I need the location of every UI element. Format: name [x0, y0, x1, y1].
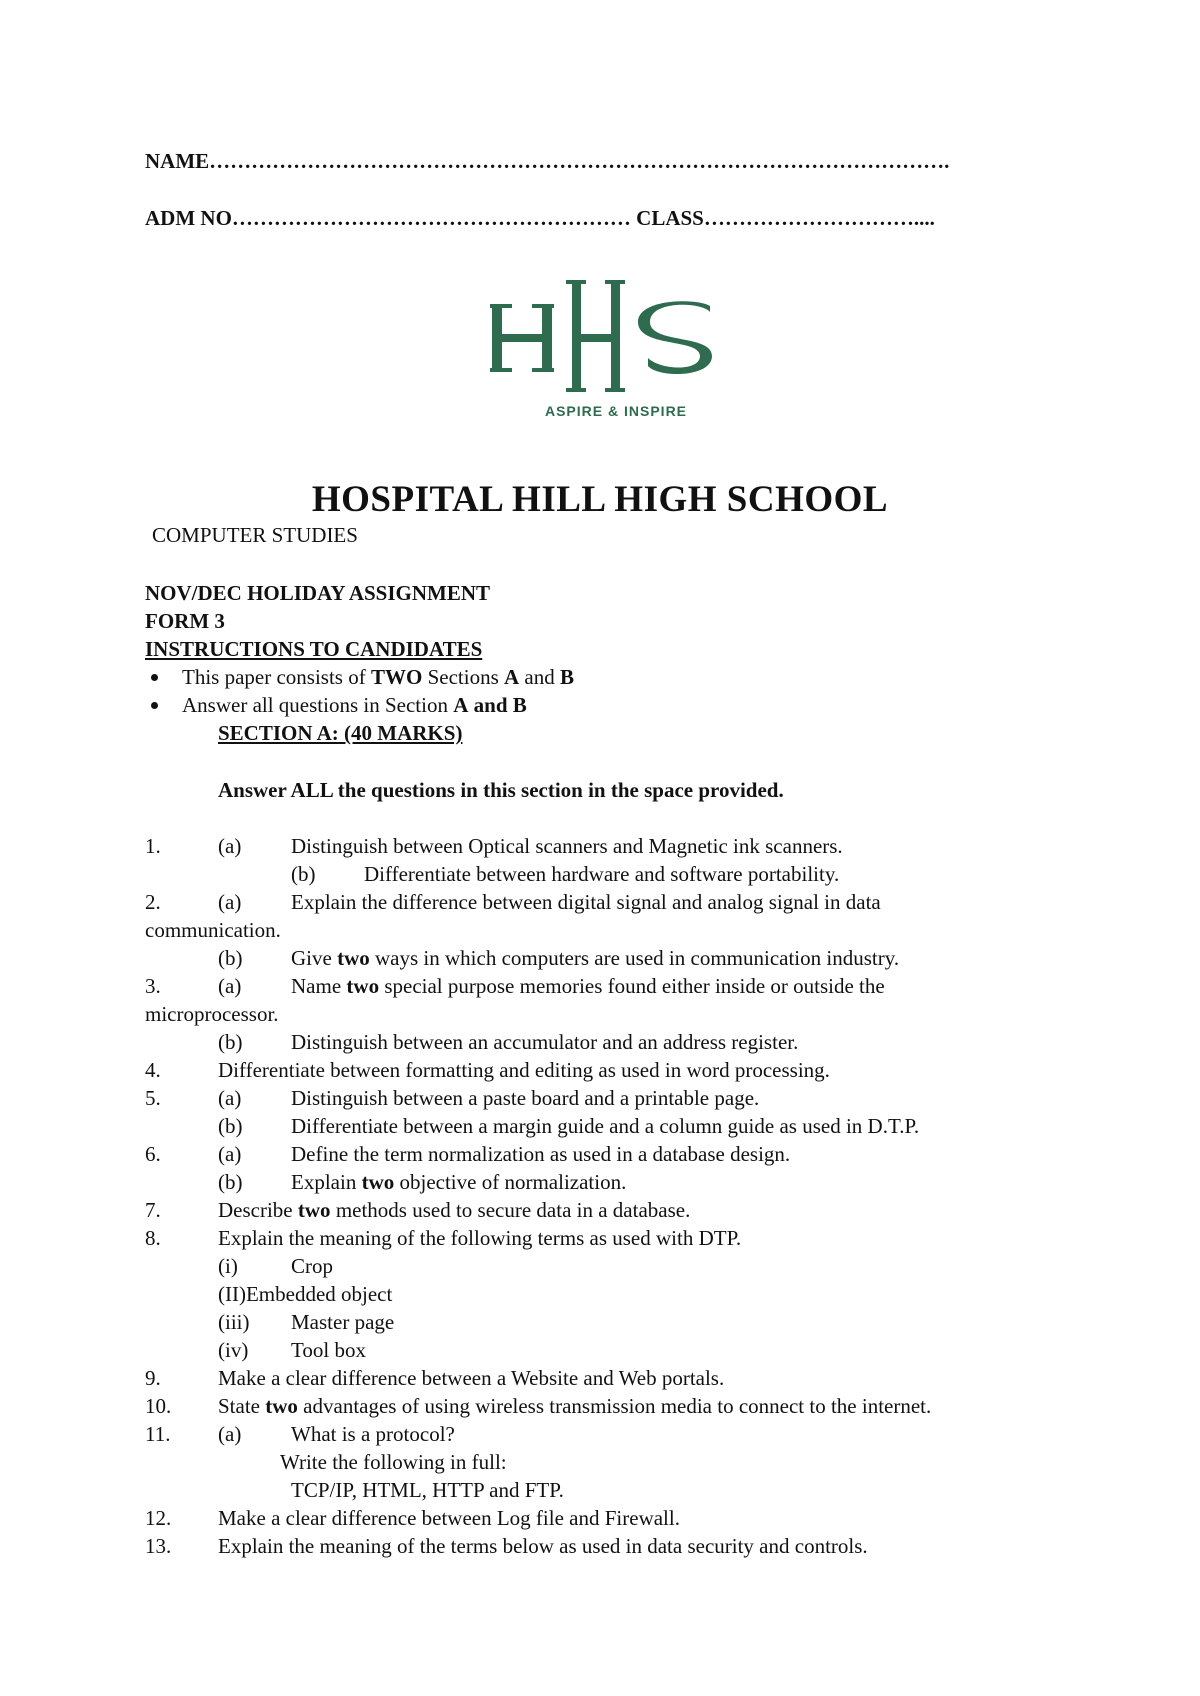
instruction-item-2: Answer all questions in Section A and B [182, 693, 527, 717]
question-text: Distinguish between Optical scanners and Magnetic ink scanners. [291, 834, 843, 858]
assignment-title: NOV/DEC HOLIDAY ASSIGNMENT [145, 581, 491, 605]
question-text: Explain the meaning of the following terms as used with DTP. [218, 1226, 742, 1250]
question-text-continued: communication. [145, 918, 281, 942]
question-text: Differentiate between a margin guide and a column guide as used in D.T.P. [291, 1114, 920, 1138]
question-text: TCP/IP, HTML, HTTP and FTP. [291, 1478, 564, 1502]
question-text: State two advantages of using wireless transmission media to connect to the internet. [218, 1394, 932, 1418]
question-number: 7. [145, 1198, 161, 1222]
question-text: Define the term normalization as used in a database design. [291, 1142, 791, 1166]
question-number: 10. [145, 1394, 172, 1418]
adm-class-field-line: ADM NO………………………………………………… CLASS………………………….... [145, 206, 935, 230]
question-text: Crop [291, 1254, 333, 1278]
question-text: (II)Embedded object [218, 1282, 393, 1306]
question-number: 2. [145, 890, 161, 914]
instruction-item-1: This paper consists of TWO Sections A and B [182, 665, 575, 689]
question-part: (b) [218, 946, 243, 970]
question-text: Explain two objective of normalization. [291, 1170, 627, 1194]
bullet-icon [151, 674, 158, 681]
question-number: 3. [145, 974, 161, 998]
school-name: HOSPITAL HILL HIGH SCHOOL [311, 479, 889, 520]
section-a-instruction: Answer ALL the questions in this section in the space provided. [218, 778, 784, 802]
question-number: 9. [145, 1366, 161, 1390]
question-number: 4. [145, 1058, 161, 1082]
question-text: What is a protocol? [291, 1422, 455, 1446]
question-text: Distinguish between an accumulator and an address register. [291, 1030, 799, 1054]
question-part: (iv) [218, 1338, 249, 1362]
question-text: Explain the meaning of the terms below as used in data security and controls. [218, 1534, 868, 1558]
bullet-icon [151, 702, 158, 709]
question-number: 13. [145, 1534, 172, 1558]
question-number: 8. [145, 1226, 161, 1250]
question-text: Tool box [291, 1338, 366, 1362]
question-text: Distinguish between a paste board and a printable page. [291, 1086, 760, 1110]
logo-tagline: ASPIRE & INSPIRE [544, 403, 688, 419]
question-part: (iii) [218, 1310, 250, 1334]
question-part: (a) [218, 1422, 242, 1446]
question-text: Make a clear difference between Log file and Firewall. [218, 1506, 680, 1530]
question-number: 11. [145, 1422, 171, 1446]
question-part: (i) [218, 1254, 238, 1278]
form-label: FORM 3 [145, 609, 225, 633]
question-number: 1. [145, 834, 161, 858]
question-part: (b) [291, 862, 316, 886]
name-field-line: NAME……………………………………………………………………………………………. [145, 149, 950, 173]
question-text-continued: microprocessor. [145, 1002, 279, 1026]
question-text: Explain the difference between digital signal and analog signal in data [291, 890, 881, 914]
question-text: Name two special purpose memories found either inside or outside the [291, 974, 885, 998]
question-text: Give two ways in which computers are used in communication industry. [291, 946, 900, 970]
question-number: 12. [145, 1506, 172, 1530]
question-number: 6. [145, 1142, 161, 1166]
question-text: Describe two methods used to secure data in a database. [218, 1198, 691, 1222]
question-part: (a) [218, 1142, 242, 1166]
question-number: 5. [145, 1086, 161, 1110]
question-part: (a) [218, 1086, 242, 1110]
question-part: (a) [218, 890, 242, 914]
logo-mark [490, 280, 712, 392]
section-a-heading: SECTION A: (40 MARKS) [218, 721, 463, 745]
question-part: (b) [218, 1170, 243, 1194]
question-text: Differentiate between hardware and software portability. [364, 862, 840, 886]
question-text: Make a clear difference between a Website and Web portals. [218, 1366, 725, 1390]
question-text: Write the following in full: [280, 1450, 507, 1474]
question-part: (a) [218, 834, 242, 858]
subject-title: COMPUTER STUDIES [152, 523, 358, 547]
question-part: (b) [218, 1114, 243, 1138]
instructions-heading: INSTRUCTIONS TO CANDIDATES [145, 637, 483, 661]
school-logo [490, 276, 740, 430]
question-text: Master page [291, 1310, 395, 1334]
question-part: (a) [218, 974, 242, 998]
question-text: Differentiate between formatting and editing as used in word processing. [218, 1058, 830, 1082]
question-part: (b) [218, 1030, 243, 1054]
